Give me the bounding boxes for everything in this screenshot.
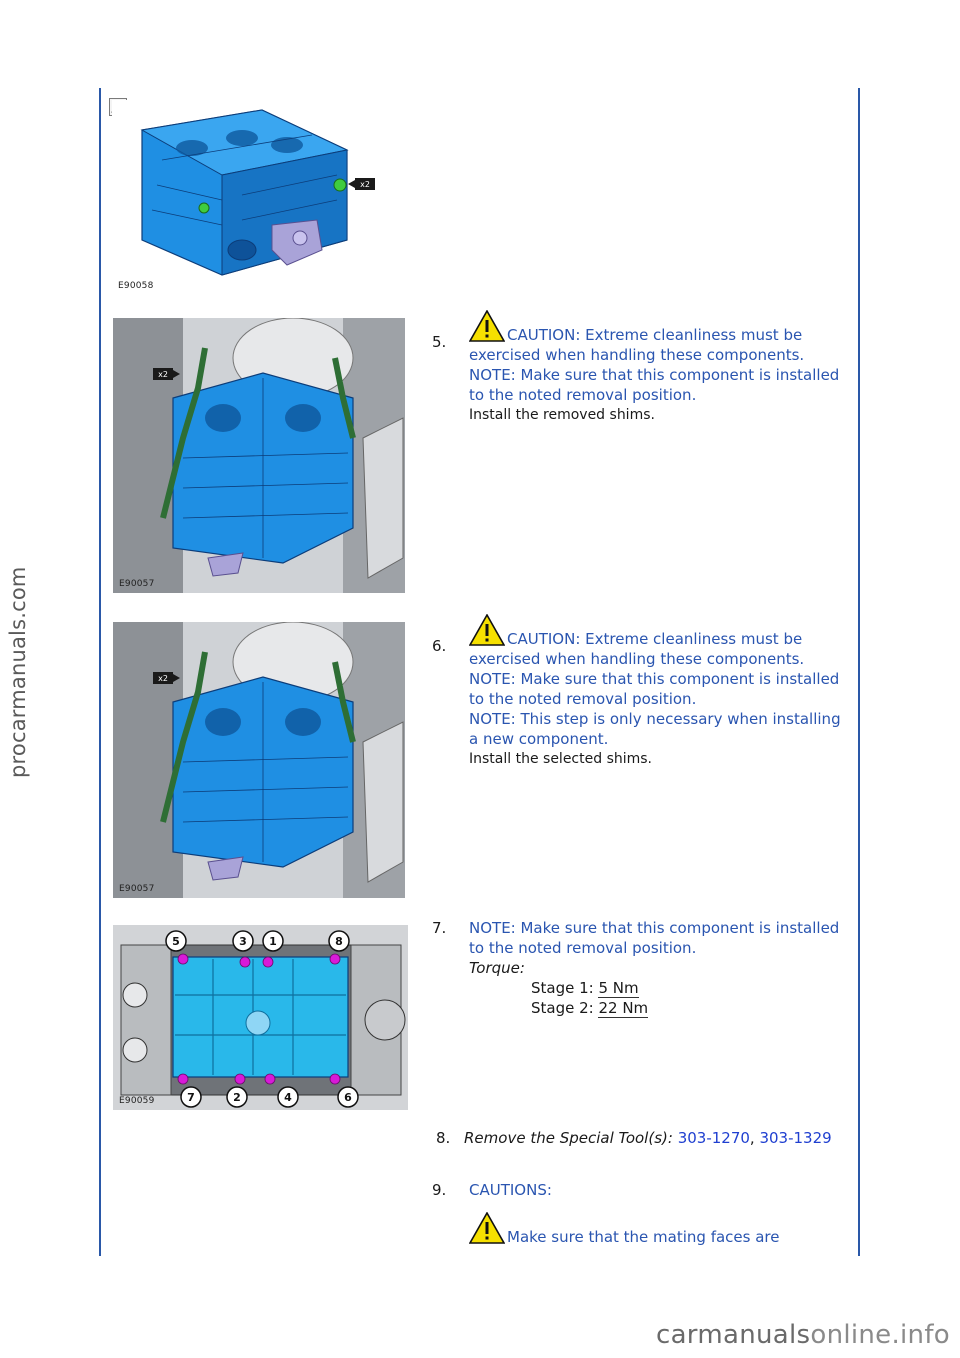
instruction-text: Install the removed shims. [469,407,655,423]
bolt-number: 8 [335,935,343,948]
bolt-number: 7 [187,1091,195,1104]
badge-x2: x2 [158,674,168,683]
bolt-number: 1 [269,935,277,948]
figure-label: E90057 [119,579,155,589]
step-number: 8. [436,1129,451,1147]
page-frame-left [99,88,101,1256]
bolt-number: 4 [284,1091,292,1104]
figure-engine-shims-selected[interactable] [113,622,405,898]
note-text-new-component: NOTE: This step is only necessary when installing a new component. [469,710,841,748]
step-number: 9. [432,1181,447,1199]
step-number: 6. [432,637,447,655]
bolt-number: 5 [172,935,180,948]
badge-x2: x2 [158,370,168,379]
torque-stage-2: Stage 2: 22 Nm [531,999,649,1017]
warning-triangle-icon [469,310,505,342]
page-frame-right [858,88,860,1256]
badge-x2: x2 [360,180,370,189]
special-tool-link-2[interactable]: 303-1329 [759,1129,832,1147]
figure-label: E90058 [118,281,154,291]
torque-value: 22 Nm [598,999,649,1017]
figure-bearing-ladder-isometric[interactable] [112,100,390,295]
bolt-number: 6 [344,1091,352,1104]
warning-triangle-icon [469,1212,505,1244]
caution-text: CAUTION: Extreme cleanliness must be exercised when handling these components. [469,630,805,668]
special-tool-link-1[interactable]: 303-1270 [677,1129,750,1147]
figure-bolt-tightening-sequence[interactable] [113,925,408,1110]
special-tools-label: Remove the Special Tool(s): [464,1129,678,1147]
figure-engine-shims-removed[interactable] [113,318,405,593]
torque-label: Torque: [469,959,525,977]
bolt-number: 3 [239,935,247,948]
side-watermark: procarmanuals.com [6,566,30,778]
torque-value: 5 Nm [598,979,639,997]
note-text: NOTE: Make sure that this component is installed to the noted removal position. [469,670,840,708]
bolt-number: 2 [233,1091,241,1104]
note-text: NOTE: Make sure that this component is installed to the noted removal position. [469,366,840,404]
step-number: 5. [432,333,447,351]
torque-stage-1: Stage 1: 5 Nm [531,979,639,997]
warning-triangle-icon [469,614,505,646]
step-number: 7. [432,919,447,937]
cautions-heading: CAUTIONS: [469,1181,552,1199]
caution-text: Make sure that the mating faces are [507,1228,780,1246]
footer-watermark: carmanualsonline.info [655,1320,950,1350]
caution-text: CAUTION: Extreme cleanliness must be exercised when handling these components. [469,326,805,364]
figure-label: E90059 [119,1096,155,1106]
instruction-text: Install the selected shims. [469,751,653,767]
note-text: NOTE: Make sure that this component is installed to the noted removal position. [469,919,840,957]
figure-label: E90057 [119,884,155,894]
